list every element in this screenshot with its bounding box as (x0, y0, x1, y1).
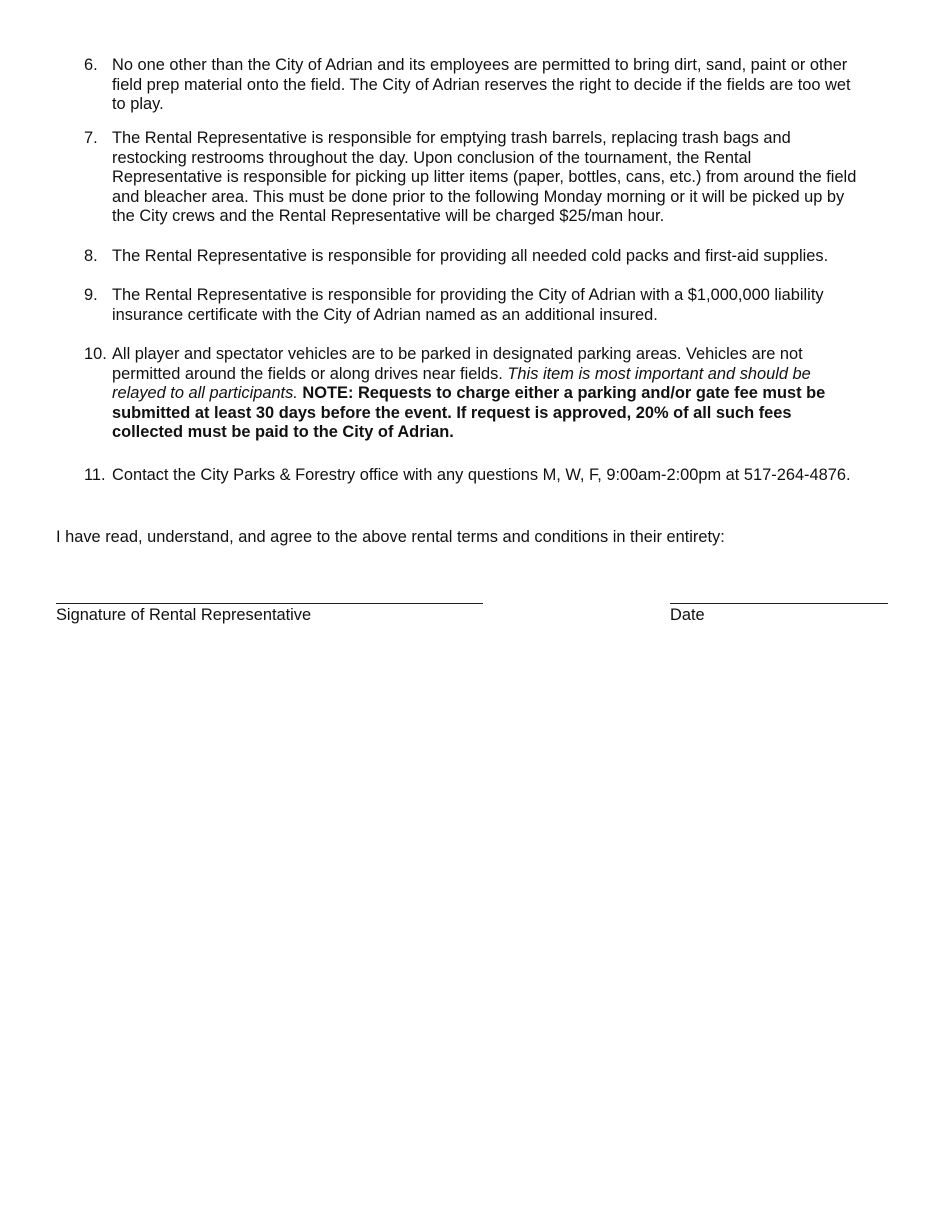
item-number: 7. (84, 129, 98, 147)
item-text: The Rental Representative is responsible for providing the City of Adrian with a $1,000,000 liability insurance certificate with the City of Adrian named as an additional insured. (112, 286, 824, 324)
item-text: The Rental Representative is responsible for providing all needed cold packs and first-aid supplies. (112, 247, 829, 265)
item-text: No one other than the City of Adrian and its employees are permitted to bring dirt, sand, paint or other field prep material onto the field. The City of Adrian reserves the right to decide if the fields are too wet to play. (112, 56, 851, 113)
item-text-bold-note: NOTE: Requests to charge either a parking and/or gate fee must be submitted at least 30 days before the event. If request is approved, 20% of all such fees collected must be paid to the City of Adrian. (112, 384, 826, 441)
term-item-9 (84, 286, 896, 325)
item-number: 10. (84, 345, 107, 363)
item-text (112, 345, 896, 443)
item-text: The Rental Representative is responsible for emptying trash barrels, replacing trash bags and restocking restrooms throughout the day. Upon conclusion of the tournament, the Rental Representative is responsible for picking up litter items (paper, bottles, cans, etc.) from around the field and bleacher area. This must be done prior to the following Monday morning or it will be picked up by the City crews and the Rental Representative will be charged $25/man hour. (112, 129, 857, 225)
item-number: 9. (84, 286, 98, 304)
signature-label: Signature of Rental Representative (56, 606, 312, 624)
signature-line[interactable] (56, 603, 483, 604)
item-number: 6. (84, 56, 98, 74)
item-text-italic: This item is most important and should be relayed to all participants. (112, 364, 811, 402)
term-item-7 (84, 129, 896, 227)
term-item-10 (84, 345, 896, 443)
item-text: Contact the City Parks & Forestry office with any questions M, W, F, 9:00am-2:00pm at 517-264-4876. (112, 466, 851, 484)
date-line[interactable] (670, 603, 888, 604)
term-item-8 (84, 247, 896, 267)
date-label: Date (670, 606, 705, 624)
item-number: 11. (84, 466, 106, 484)
term-item-11 (84, 466, 896, 486)
term-item-6 (84, 56, 896, 115)
acknowledgement-statement: I have read, understand, and agree to the above rental terms and conditions in their entirety: (56, 528, 725, 546)
item-number: 8. (84, 247, 98, 265)
item-text-plain: All player and spectator vehicles are to be parked in designated parking areas. Vehicles are not permitted around the fields or along drives near fields. (112, 345, 803, 383)
